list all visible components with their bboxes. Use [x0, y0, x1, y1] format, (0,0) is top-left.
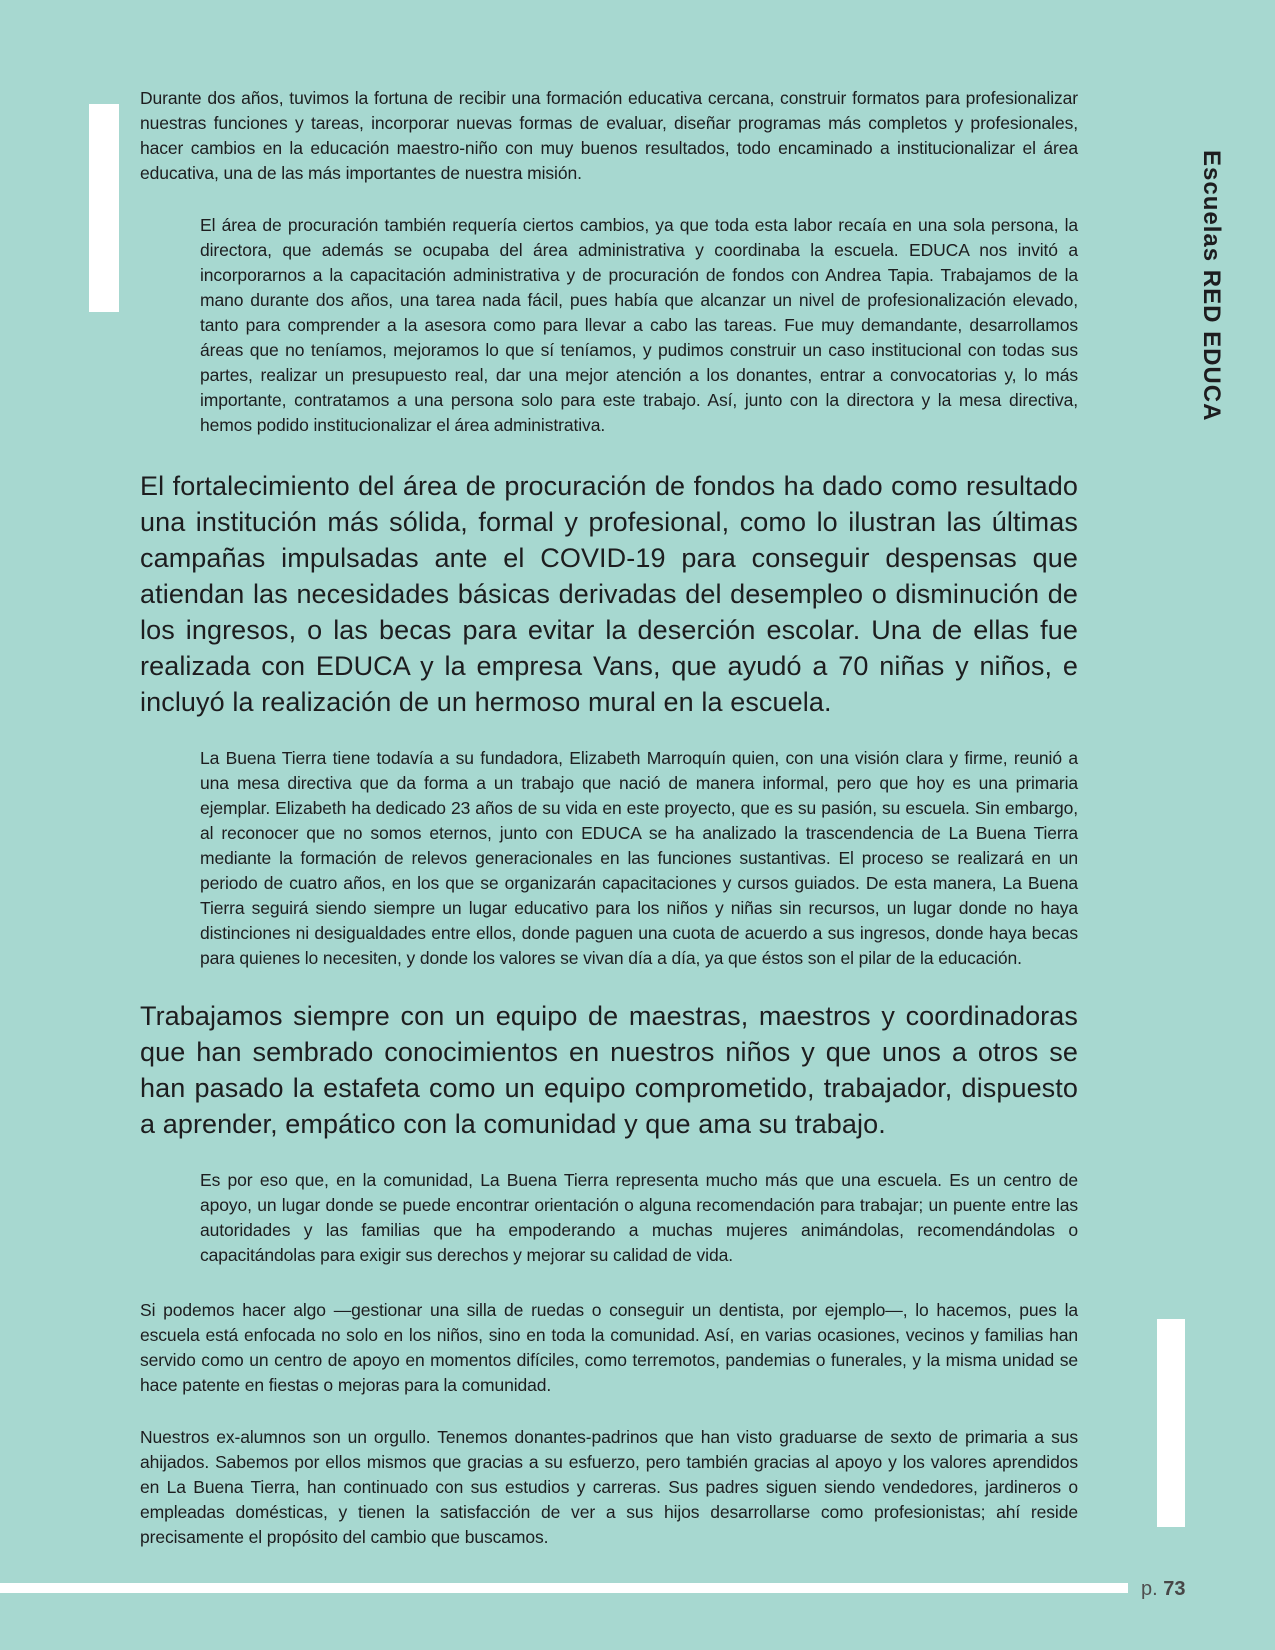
paragraph-intro: Durante dos años, tuvimos la fortuna de recibir una formación educativa cercana, construir formatos para profesionalizar nuestras funciones y tareas, incorporar nuevas formas de evaluar, diseñar programas más completos y profesionales, hacer cambios en la educación maestro-niño con muy buenos resultados, todo encaminado a institucionalizar el área educativa, una de las más importantes de nuestra misión.	[140, 88, 1078, 183]
page-number-prefix: p.	[1141, 1578, 1158, 1600]
paragraph-apoyo: Si podemos hacer algo —gestionar una silla de ruedas o conseguir un dentista, por ejemplo—, lo hacemos, pues la escuela está enfocada no solo en los niños, sino en toda la comunidad. Así, en varias ocasiones, vecinos y familias han servido como un centro de apoyo en momentos difíciles, como terremotos, pandemias o funerales, y la misma unidad se hace patente en fiestas o mejoras para la comunidad.	[140, 1300, 1078, 1395]
pullquote-fortalecimiento: El fortalecimiento del área de procuración de fondos ha dado como resultado una institución más sólida, formal y profesional, como lo ilustran las últimas campañas impulsadas ante el COVID-19 para conseguir despensas que atiendan las necesidades básicas derivadas del desempleo o disminución de los ingresos, o las becas para evitar la deserción escolar. Una de ellas fue realizada con EDUCA y la empresa Vans, que ayudó a 70 niñas y niños, e incluyó la realización de un hermoso mural en la escuela.	[140, 471, 1078, 717]
page-number-value: 73	[1163, 1578, 1186, 1600]
right-accent-bar	[1157, 1319, 1185, 1527]
left-accent-bar	[89, 104, 119, 312]
section-title-vertical: Escuelas RED EDUCA	[1198, 150, 1225, 422]
pullquote-equipo: Trabajamos siempre con un equipo de maestras, maestros y coordinadoras que han sembrado conocimientos en nuestros niños y que unos a otros se han pasado la estafeta como un equipo comprometido, trabajador, dispuesto a aprender, empático con la comunidad y que ama su trabajo.	[140, 1001, 1078, 1139]
page-content	[140, 86, 1078, 1577]
paragraph-exalumnos: Nuestros ex-alumnos son un orgullo. Tenemos donantes-padrinos que han visto graduarse de sexto de primaria a sus ahijados. Sabemos por ellos mismos que gracias a su esfuerzo, pero también gracias al apoyo y los valores aprendidos en La Buena Tierra, han continuado con sus estudios y carreras. Sus padres siguen siendo vendedores, jardineros o empleadas domésticas, y tienen la satisfacción de ver a sus hijos desarrollarse como profesionistas; ahí reside precisamente el propósito del cambio que buscamos.	[140, 1427, 1078, 1547]
paragraph-comunidad: Es por eso que, en la comunidad, La Buena Tierra representa mucho más que una escuela. Es un centro de apoyo, un lugar donde se puede encontrar orientación o alguna recomendación para trabajar; un puente entre las autoridades y las familias que ha empoderando a muchas mujeres animándolas, recomendándolas o capacitándolas para exigir sus derechos y mejorar su calidad de vida.	[200, 1170, 1078, 1265]
page-number	[1141, 1578, 1186, 1601]
paragraph-procuracion: El área de procuración también requería ciertos cambios, ya que toda esta labor recaía en una sola persona, la directora, que además se ocupaba del área administrativa y coordinaba la escuela. EDUCA nos invitó a incorporarnos a la capacitación administrativa y de procuración de fondos con Andrea Tapia. Trabajamos de la mano durante dos años, una tarea nada fácil, pues había que alcanzar un nivel de profesionalización elevado, tanto para comprender a la asesora como para llevar a cabo las tareas. Fue muy demandante, desarrollamos áreas que no teníamos, mejoramos lo que sí teníamos, y pudimos construir un caso institucional con todas sus partes, realizar un presupuesto real, dar una mejor atención a los donantes, entrar a convocatorias y, lo más importante, contratamos a una persona solo para este trabajo. Así, junto con la directora y la mesa directiva, hemos podido institucionalizar el área administrativa.	[200, 215, 1078, 435]
paragraph-fundadora: La Buena Tierra tiene todavía a su fundadora, Elizabeth Marroquín quien, con una visión clara y firme, reunió a una mesa directiva que da forma a un trabajo que nació de manera informal, pero que hoy es una primaria ejemplar. Elizabeth ha dedicado 23 años de su vida en este proyecto, que es su pasión, su escuela. Sin embargo, al reconocer que no somos eternos, junto con EDUCA se ha analizado la trascendencia de La Buena Tierra mediante la formación de relevos generacionales en las funciones sustantivas. El proceso se realizará en un periodo de cuatro años, en los que se organizarán capacitaciones y cursos guiados. De esta manera, La Buena Tierra seguirá siendo siempre un lugar educativo para los niños y niñas sin recursos, un lugar donde no haya distinciones ni desigualdades entre ellos, donde paguen una cuota de acuerdo a sus ingresos, donde haya becas para quienes lo necesiten, y donde los valores se vivan día a día, ya que éstos son el pilar de la educación.	[200, 748, 1078, 968]
bottom-rule	[0, 1583, 1128, 1593]
